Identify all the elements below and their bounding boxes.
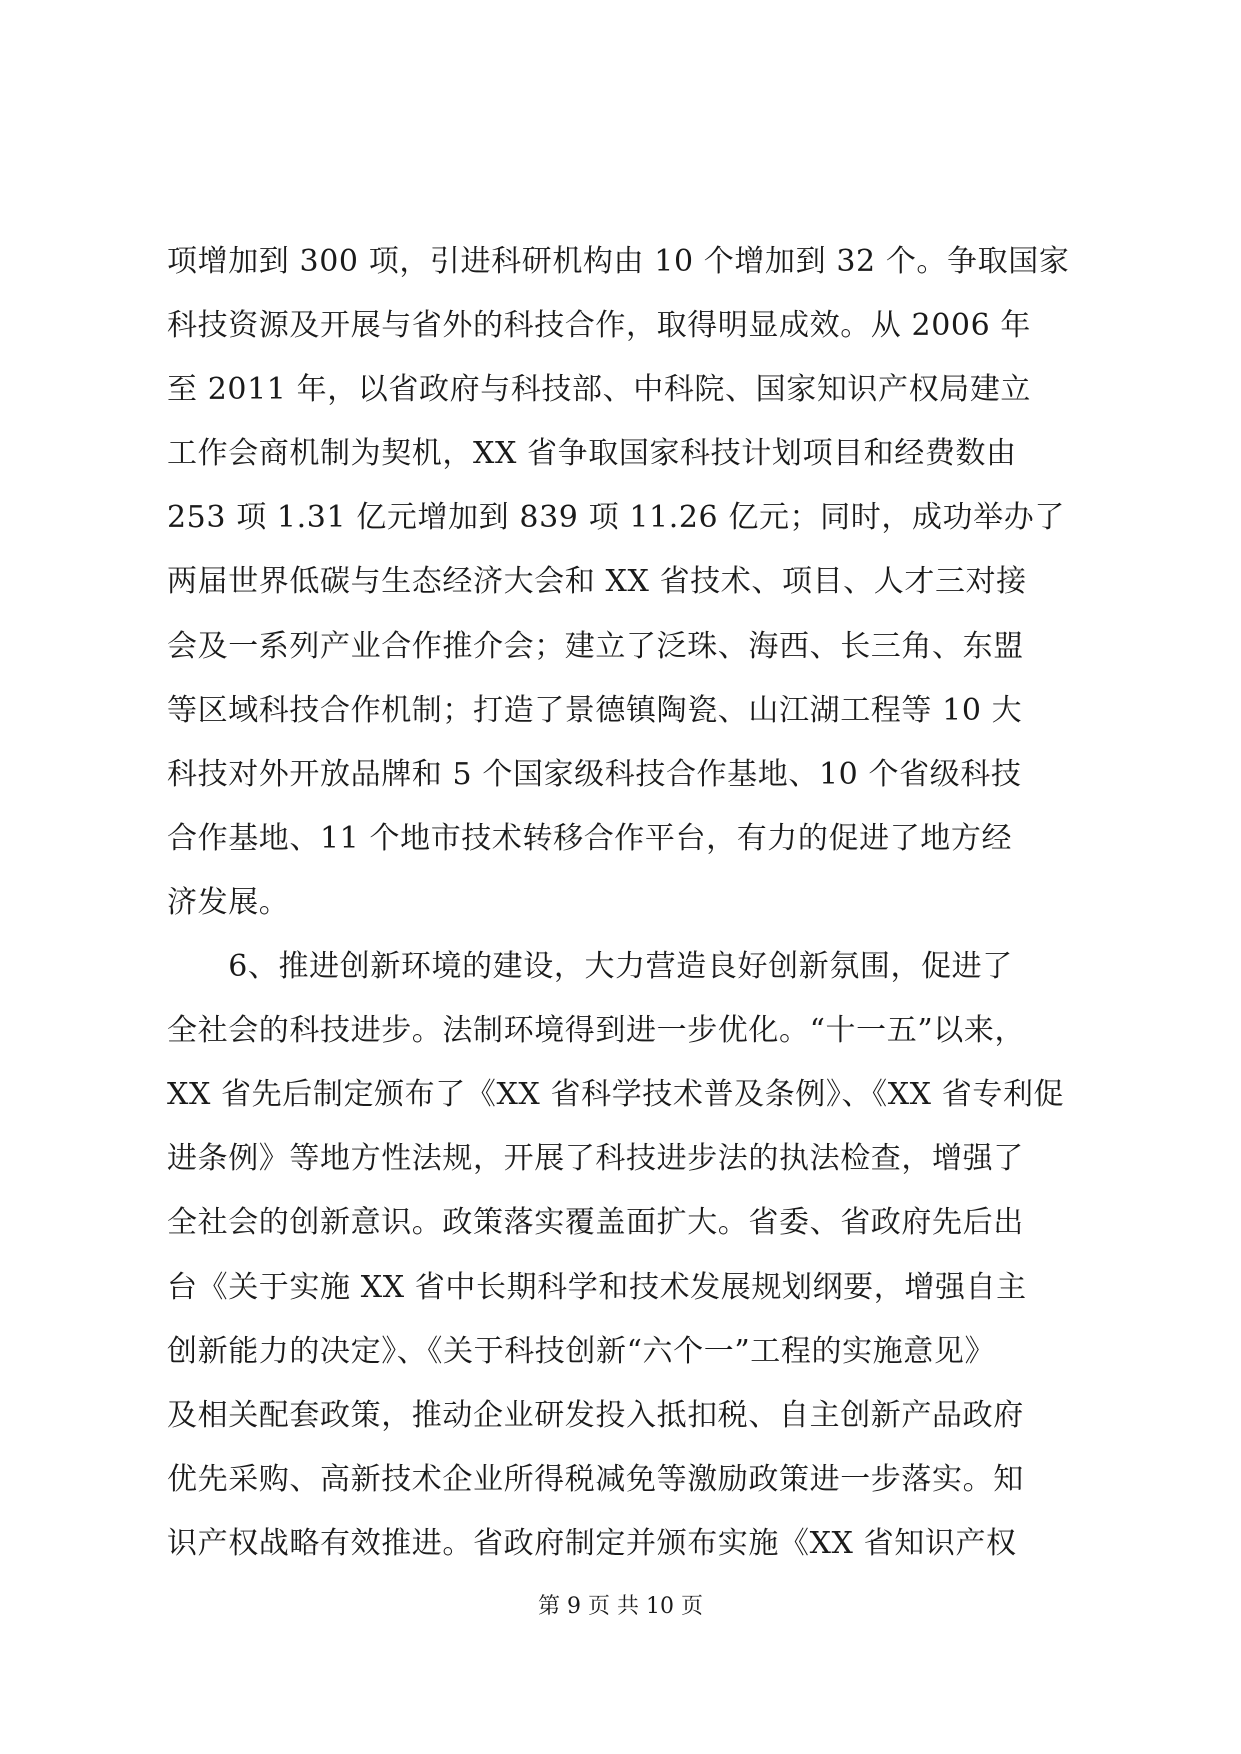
- text-line: 工作会商机制为契机，XX 省争取国家科技计划项目和经费数由: [167, 436, 1017, 472]
- text-line: 等区域科技合作机制；打造了景德镇陶瓷、山江湖工程等 10 大: [167, 692, 1023, 728]
- text-line: 科技对外开放品牌和 5 个国家级科技合作基地、10 个省级科技: [167, 756, 1022, 792]
- text-line: XX 省先后制定颁布了《XX 省科学技术普及条例》、《XX 省专利促: [167, 1077, 1065, 1113]
- text-line: 识产权战略有效推进。省政府制定并颁布实施《XX 省知识产权: [167, 1525, 1017, 1561]
- text-line: 合作基地、11 个地市技术转移合作平台，有力的促进了地方经: [167, 820, 1013, 856]
- text-line: 至 2011 年，以省政府与科技部、中科院、国家知识产权局建立: [167, 372, 1032, 408]
- text-line: 台《关于实施 XX 省中长期科学和技术发展规划纲要，增强自主: [167, 1269, 1027, 1305]
- text-line: 创新能力的决定》、《关于科技创新“六个一”工程的实施意见》: [167, 1333, 996, 1369]
- text-line: 会及一系列产业合作推介会；建立了泛珠、海西、长三角、东盟: [167, 628, 1024, 664]
- text-line: 进条例》等地方性法规，开展了科技进步法的执法检查，增强了: [167, 1141, 1024, 1177]
- body-text: [167, 230, 1087, 1576]
- text-line: 6、推进创新环境的建设，大力营造良好创新氛围，促进了: [167, 949, 1013, 985]
- text-line: 及相关配套政策，推动企业研发投入抵扣税、自主创新产品政府: [167, 1397, 1024, 1433]
- text-line: 项增加到 300 项，引进科研机构由 10 个增加到 32 个。争取国家: [167, 244, 1070, 279]
- text-line: 济发展。: [167, 884, 290, 920]
- text-line: 优先采购、高新技术企业所得税减免等激励政策进一步落实。知: [167, 1461, 1024, 1497]
- text-line: 全社会的创新意识。政策落实覆盖面扩大。省委、省政府先后出: [167, 1205, 1024, 1241]
- text-line: 253 项 1.31 亿元增加到 839 项 11.26 亿元；同时，成功举办了: [167, 500, 1065, 536]
- text-line: 科技资源及开展与省外的科技合作，取得明显成效。从 2006 年: [167, 308, 1032, 344]
- page-number: 第 9 页 共 10 页: [538, 1594, 703, 1619]
- text-line: 全社会的科技进步。法制环境得到进一步优化。“十一五”以来，: [167, 1013, 1026, 1049]
- text-line: 两届世界低碳与生态经济大会和 XX 省技术、项目、人才三对接: [167, 564, 1027, 600]
